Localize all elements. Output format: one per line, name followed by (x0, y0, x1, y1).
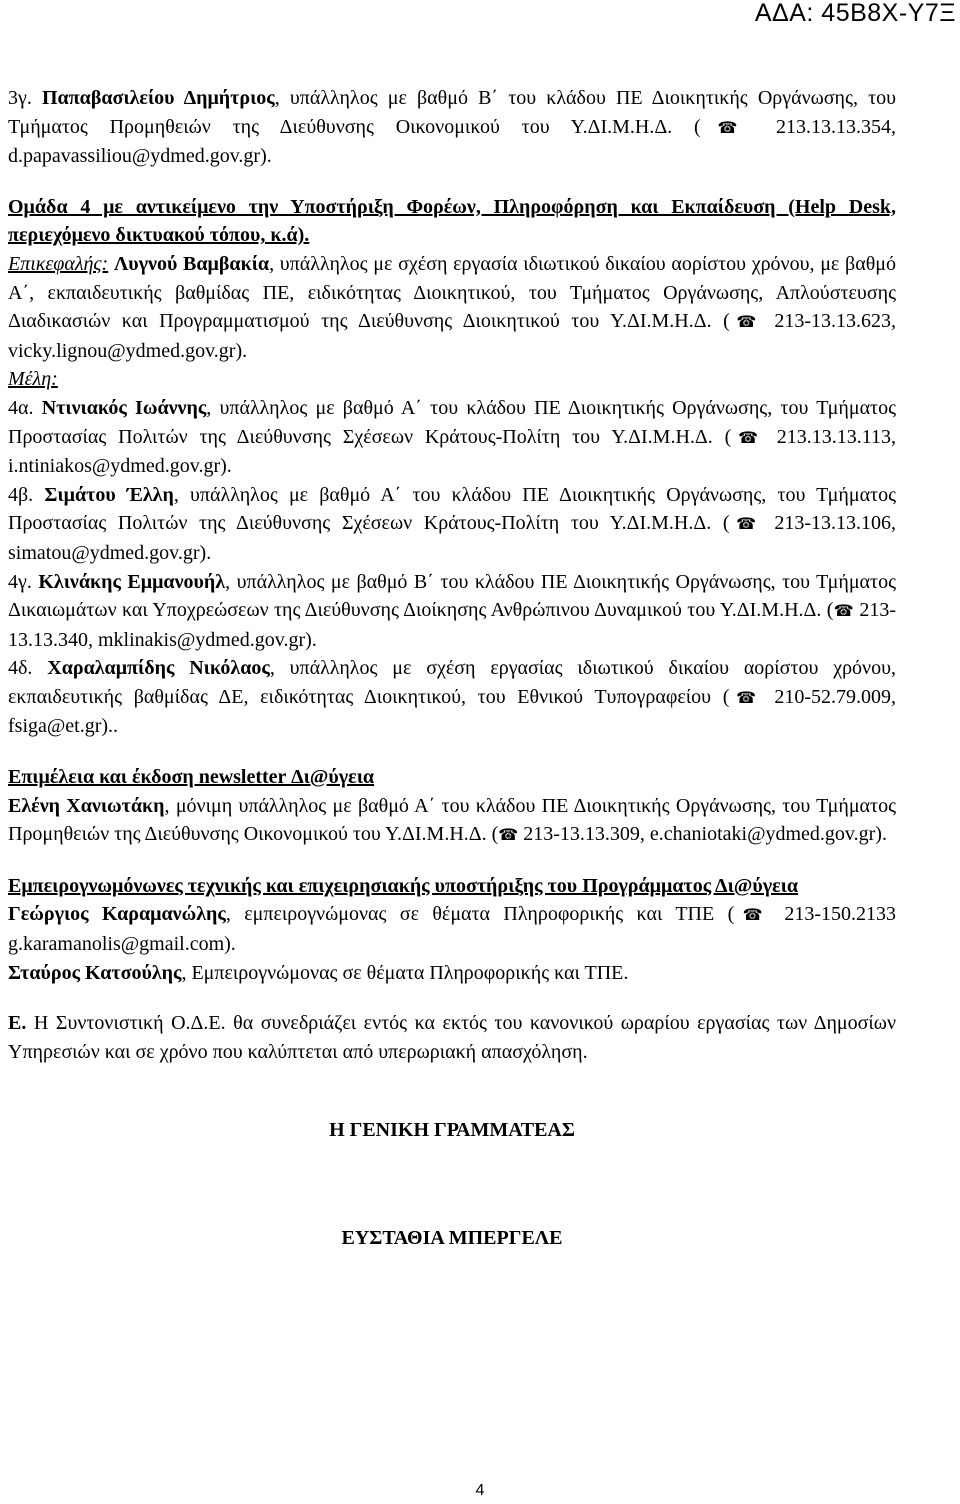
document-body (8, 84, 896, 1252)
telephone-icon: ☎ (731, 427, 765, 447)
signature-title: Η ΓΕΝΙΚΗ ΓΡΑΜΜΑΤΕΑΣ (329, 1119, 575, 1142)
section-text: Η Συντονιστική Ο.Δ.Ε. θα συνεδριάζει εντός κα εκτός του κανονικού ωραρίου εργασίας των Δημοσίων Υπηρεσιών και σε χρόνο που καλύπτεται από υπερωριακή απασχόληση. (8, 1012, 896, 1063)
expert-description: , εμπειρογνώμονας σε θέματα Πληροφορικής και ΤΠΕ ( (225, 903, 735, 926)
item-number: 4β. (8, 483, 34, 506)
member-4a (8, 394, 896, 481)
item-number: 4γ. (8, 570, 32, 593)
editor-description: , μόνιμη υπάλληλος με βαθμό Α΄ του κλάδου ΠΕ Διοικητικής Οργάνωσης, του Τμήματος Προμηθειών της Διεύθυνσης Οικονομικού του Υ.ΔΙ.Μ.Η.Δ. ( (8, 794, 896, 846)
telephone-icon: ☎ (734, 905, 771, 925)
section-e (8, 1009, 896, 1066)
expert-description: , Εμπειρογνώμονας σε θέματα Πληροφορικής και ΤΠΕ. (181, 961, 629, 984)
group4-head (8, 250, 896, 365)
member-description: , υπάλληλος με βαθμό Α΄ του κλάδου ΠΕ Διοικητικής Οργάνωσης, του Τμήματος Προστασίας Πολιτών της Διεύθυνσης Σχέσεων Κράτους-Πολίτη του Υ.ΔΙ.Μ.Η.Δ. ( (8, 396, 897, 448)
head-contact: 213-13.13.623, vicky.lignou@ydmed.gov.gr). (8, 310, 896, 362)
telephone-icon: ☎ (729, 687, 763, 707)
member-name: Κλινάκης Εμμανουήλ (38, 570, 226, 593)
item-number: 3γ. (8, 87, 32, 109)
member-description: , υπάλληλος με βαθμό Α΄ του κλάδου ΠΕ Διοικητικής Οργάνωσης, του Τμήματος Προστασίας Πολιτών της Διεύθυνσης Σχέσεων Κράτους-Πολίτη του Υ.ΔΙ.Μ.Η.Δ. ( (8, 483, 897, 535)
ada-code: ΑΔΑ: 45Β8Χ-Υ7Ξ (754, 0, 956, 27)
member-3g (8, 84, 896, 171)
group4-heading: Ομάδα 4 με αντικείμενο την Υποστήριξη Φορέων, Πληροφόρηση και Εκπαίδευση (Help Desk, περιεχόμενο δικτυακού τόπου, κ.ά). (8, 195, 896, 247)
member-4d (8, 654, 896, 741)
member-contact: 213.13.13.113, i.ntiniakos@ydmed.gov.gr). (8, 425, 896, 478)
telephone-icon: ☎ (700, 117, 755, 137)
item-number: 4δ. (8, 657, 33, 680)
page-number: 4 (475, 1482, 485, 1499)
telephone-icon: ☎ (833, 601, 854, 621)
telephone-icon: ☎ (498, 825, 519, 845)
head-label: Επικεφαλής: (8, 252, 109, 275)
member-4b (8, 481, 896, 568)
head-description: , υπάλληλος με σχέση εργασία ιδιωτικού δικαίου αορίστου χρόνου, με βαθμό Α΄, εκπαιδευτικής βαθμίδας ΠΕ, ειδικότητας Διοικητικού, του Τμήματος Οργάνωσης, Απλούστευσης Διαδικασιών και Προγραμματισμού της Διεύθυνσης Διοικητικού του Υ.ΔΙ.Μ.Η.Δ. ( (8, 252, 897, 333)
member-name: Σιμάτου Έλλη (44, 483, 174, 506)
expert-name: Σταύρος Κατσούλης (8, 961, 182, 984)
signature-name: ΕΥΣΤΑΘΙΑ ΜΠΕΡΓΕΛΕ (341, 1227, 563, 1250)
member-name: Ντινιακός Ιωάννης (41, 396, 207, 419)
member-4c (8, 568, 896, 655)
member-name: Παπαβασιλείου Δημήτριος (41, 87, 275, 109)
editor-name: Ελένη Χανιωτάκη (8, 794, 165, 817)
head-name: Λυγνού Βαμβακία (113, 252, 270, 275)
member-description: , υπάλληλος με βαθμό Β΄ του κλάδου ΠΕ Διοικητικής Οργάνωσης, του Τμήματος Προμηθειών της Διεύθυνσης Οικονομικού του Υ.ΔΙ.Μ.Η.Δ. ( (8, 87, 897, 138)
member-contact: 213.13.13.354, d.papavassiliou@ydmed.gov.gr). (8, 115, 897, 168)
item-number: 4α. (8, 396, 34, 419)
member-contact: 213-13.13.340, mklinakis@ydmed.gov.gr). (8, 599, 896, 651)
telephone-icon: ☎ (729, 312, 763, 332)
telephone-icon: ☎ (729, 514, 763, 534)
member-contact: 213-13.13.106, simatou@ydmed.gov.gr). (8, 512, 896, 564)
expert-name: Γεώργιος Καραμανώλης (8, 903, 226, 926)
members-label: Μέλη: (8, 368, 58, 391)
member-description: , υπάλληλος με βαθμό Β΄ του κλάδου ΠΕ Διοικητικής Οργάνωσης, του Τμήματος Δικαιωμάτων και Υποχρεώσεων της Διεύθυνσης Διοίκησης Ανθρώπινου Δυναμικού του Υ.ΔΙ.Μ.Η.Δ. ( (8, 570, 896, 622)
section-label: Ε. (8, 1012, 27, 1035)
expert-2 (8, 959, 896, 988)
newsletter-editor (8, 792, 896, 850)
expert-contact: 213-150.2133 g.karamanolis@gmail.com). (8, 903, 896, 956)
member-description: , υπάλληλος με σχέση εργασίας ιδιωτικού δικαίου αορίστου χρόνου, εκπαιδευτικής βαθμίδας ΔΕ, ειδικότητας Διοικητικού, του Εθνικού Τυπογραφείου ( (8, 657, 897, 708)
member-contact: 210-52.79.009, fsiga@et.gr).. (8, 685, 896, 738)
editor-contact: 213-13.13.309, e.chaniotaki@ydmed.gov.gr). (518, 823, 887, 846)
expert-1 (8, 900, 896, 958)
experts-heading: Εμπειρογνωμόνωνες τεχνικής και επιχειρησιακής υποστήριξης του Προγράμματος Δι@ύγεια (8, 874, 799, 897)
newsletter-heading: Επιμέλεια και έκδοση newsletter Δι@ύγεια (8, 766, 375, 789)
member-name: Χαραλαμπίδης Νικόλαος (47, 657, 270, 680)
